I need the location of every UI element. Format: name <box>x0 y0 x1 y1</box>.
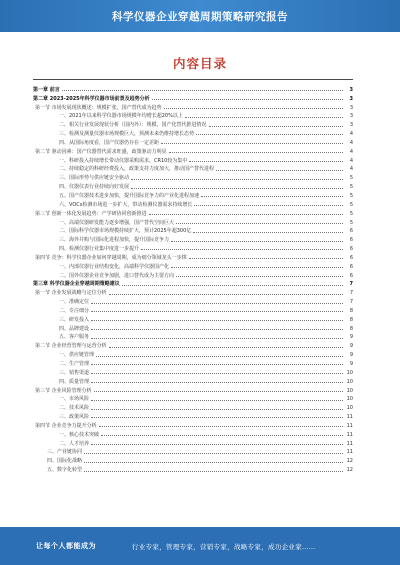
toc-entry-title: 五、国产仪器技术进步加快，提升国际竞争力的产业化进程加速 <box>59 192 200 199</box>
toc-leader-dots <box>84 471 343 472</box>
toc-leader-dots <box>185 117 343 118</box>
toc-page-number: 8 <box>349 307 353 314</box>
toc-page-number: 10 <box>346 378 353 385</box>
toc-leader-dots <box>209 126 343 127</box>
toc-page-number: 12 <box>346 467 353 474</box>
toc-page-number: 6 <box>349 237 353 244</box>
toc-leader-dots <box>62 90 343 91</box>
toc-leader-dots <box>122 285 343 286</box>
toc-entry[interactable] <box>33 367 353 376</box>
toc-entry[interactable] <box>33 332 353 341</box>
toc-leader-dots <box>131 179 343 180</box>
toc-entry-title: 第二节 驱动因素：国产仪器替代需求旺盛，政策驱动力明显 <box>35 148 167 155</box>
toc-entry-title: 一、准确定位 <box>59 299 90 306</box>
toc-entry[interactable] <box>33 438 353 447</box>
toc-leader-dots <box>196 134 343 135</box>
toc-entry-title: 三、销售渠道 <box>59 369 90 376</box>
toc-page-number: 6 <box>349 254 353 261</box>
toc-leader-dots <box>91 303 343 304</box>
toc-leader-dots <box>171 267 343 268</box>
toc-page-number: 4 <box>349 166 353 173</box>
toc-page-number: 5 <box>349 201 353 208</box>
toc-leader-dots <box>99 426 343 427</box>
toc-entry[interactable] <box>33 358 353 367</box>
toc-entry-title: 一、科研投入持续增长带动仪器采购需求，CR10较为集中 <box>59 157 188 164</box>
toc-entry-title: 第三节 创新一体化发展趋势：产学研协同创新推进 <box>35 210 147 217</box>
toc-entry[interactable] <box>33 172 353 181</box>
toc-entry-title: 二、相关行业发展现状分析（国内外）：规模、国产化替代推进情况 <box>59 122 207 129</box>
toc-entry-title: 二、持续稳定的科研经费投入，政策支持力度加大，推动国产替代进程 <box>59 166 215 173</box>
toc-page-number: 8 <box>349 325 353 332</box>
toc-entry-title: 三、政策风险 <box>59 414 90 421</box>
toc-entry[interactable] <box>33 296 353 305</box>
toc-chapter-entry[interactable] <box>33 93 353 102</box>
toc-entry-title: 第一章 前言 <box>33 86 60 93</box>
toc-entry-title: 一、内部仪器行业结构变化，高端科学仪器国产化 <box>59 263 170 270</box>
toc-entry[interactable] <box>33 119 353 128</box>
toc-entry[interactable] <box>33 323 353 332</box>
footer-banner <box>0 527 400 565</box>
toc-leader-dots <box>164 108 343 109</box>
toc-entry-title: 一、供应链管理 <box>59 352 95 359</box>
toc-leader-dots <box>91 311 343 312</box>
toc-page-number: 12 <box>346 458 353 465</box>
toc-page-number: 9 <box>349 334 353 341</box>
toc-entry-title: 五、数字化转型 <box>47 467 83 474</box>
toc-heading: 内容目录 <box>172 56 227 71</box>
toc-leader-dots <box>216 170 343 171</box>
toc-page-number: 5 <box>349 192 353 199</box>
toc-page-number: 10 <box>346 387 353 394</box>
toc-leader-dots <box>84 453 343 454</box>
toc-entry-title: 三、海外并购与国际化进程加快，提升国际竞争力 <box>59 237 170 244</box>
toc-entry-title: 一、高端仪器研发能力逐步增强，国产替代空间巨大 <box>59 219 175 226</box>
toc-leader-dots <box>169 152 343 153</box>
toc-entry[interactable] <box>33 287 353 296</box>
toc-page-number: 7 <box>349 299 353 306</box>
toc-entry-title: 六、VOCs检测市场进一步扩大，带动检测仪器需求持续增长 <box>59 201 193 208</box>
toc-leader-dots <box>161 143 343 144</box>
toc-page-number: 6 <box>349 228 353 235</box>
toc-leader-dots <box>96 356 343 357</box>
footer-roles: 行业专家，管理专家，营销专家，战略专家，成功企业家…… <box>132 542 316 551</box>
toc-leader-dots <box>94 391 343 392</box>
toc-leader-dots <box>91 329 343 330</box>
toc-leader-dots <box>91 417 343 418</box>
toc-leader-dots <box>189 161 343 162</box>
toc-page-number: 10 <box>346 396 353 403</box>
toc-page-number: 6 <box>349 272 353 279</box>
toc-page-number: 4 <box>349 157 353 164</box>
toc-leader-dots <box>91 444 343 445</box>
toc-page-number: 3 <box>349 95 353 102</box>
toc-entry-title: 四、检测仪器行业集中度进一步提升 <box>59 246 140 253</box>
toc-entry[interactable] <box>33 146 353 155</box>
toc-page-number: 9 <box>349 352 353 359</box>
toc-entry[interactable] <box>33 181 353 190</box>
toc-leader-dots <box>171 241 343 242</box>
toc-entry-title: 四、国际化战略 <box>47 458 83 465</box>
toc-page-number: 10 <box>346 369 353 376</box>
toc-entry-title: 二、人才培养 <box>59 440 90 447</box>
report-header <box>0 0 400 32</box>
toc-entry-title: 第四节 企业竞争力提升分析 <box>35 422 97 429</box>
toc-leader-dots <box>91 400 343 401</box>
toc-chapter-entry[interactable] <box>33 84 353 93</box>
toc-entry[interactable] <box>33 394 353 403</box>
toc-entry[interactable] <box>33 164 353 173</box>
toc-page-number: 7 <box>349 290 353 297</box>
toc-entry-title: 二、国外仪器企业竞争加剧，进口替代成为主要方向 <box>59 272 175 279</box>
toc-leader-dots <box>91 338 343 339</box>
toc-leader-dots <box>176 276 343 277</box>
toc-entry[interactable] <box>33 190 353 199</box>
toc-page-number: 5 <box>349 219 353 226</box>
footer-slogan: 让每个人都能成为 <box>36 542 96 550</box>
toc-leader-dots <box>91 364 343 365</box>
toc-entry[interactable] <box>33 455 353 464</box>
toc-entry-title: 四、仪器仪表行业持续向好发展 <box>59 184 130 191</box>
toc-page-number: 3 <box>349 104 353 111</box>
toc-entry[interactable] <box>33 402 353 411</box>
toc-entry-title: 第二章 2023-2025年科学仪器市场前景及趋势分析 <box>33 95 150 102</box>
toc-entry[interactable] <box>33 420 353 429</box>
toc-page-number: 6 <box>349 263 353 270</box>
table-of-contents <box>33 84 353 473</box>
toc-entry-title: 二、技术风险 <box>59 405 90 412</box>
toc-entry-title: 第一节 市场发展现状概述：规模扩张，国产替代成为趋势 <box>35 104 162 111</box>
toc-entry[interactable] <box>33 111 353 120</box>
toc-entry[interactable] <box>33 208 353 217</box>
toc-entry-title: 四、品牌建设 <box>59 325 90 332</box>
toc-entry[interactable] <box>33 464 353 473</box>
toc-leader-dots <box>193 232 343 233</box>
toc-leader-dots <box>152 99 343 100</box>
toc-page-number: 11 <box>346 431 353 438</box>
toc-page-number: 7 <box>349 281 353 288</box>
toc-entry[interactable] <box>33 128 353 137</box>
toc-entry[interactable] <box>33 447 353 456</box>
toc-entry-title: 三、国际形势与供应链安全驱动 <box>59 175 130 182</box>
toc-entry[interactable] <box>33 429 353 438</box>
toc-entry[interactable] <box>33 385 353 394</box>
toc-entry-title: 四、质量管理 <box>59 378 90 385</box>
toc-leader-dots <box>84 462 343 463</box>
toc-leader-dots <box>109 347 343 348</box>
toc-leader-dots <box>91 409 343 410</box>
toc-entry-title: 第一节 企业发展战略与定位分析 <box>35 290 107 297</box>
toc-entry-title: 二、国际科学仪器市场规模持续扩大，预计2025年超300亿 <box>59 228 192 235</box>
toc-leader-dots <box>201 196 343 197</box>
toc-entry[interactable] <box>33 314 353 323</box>
toc-entry-title: 三、产业链协同 <box>47 449 83 456</box>
toc-leader-dots <box>101 435 343 436</box>
toc-entry-title: 第三节 企业风险管理分析 <box>35 387 92 394</box>
toc-page-number: 4 <box>349 131 353 138</box>
toc-page-number: 8 <box>349 316 353 323</box>
toc-leader-dots <box>194 205 343 206</box>
toc-leader-dots <box>109 294 343 295</box>
toc-page-number: 3 <box>349 122 353 129</box>
toc-entry-title: 第三章 科学仪器企业穿越周期策略建议 <box>33 281 120 288</box>
toc-leader-dots <box>91 373 343 374</box>
toc-page-number: 11 <box>346 414 353 421</box>
toc-leader-dots <box>91 382 343 383</box>
toc-page-number: 5 <box>349 210 353 217</box>
toc-page-number: 11 <box>346 440 353 447</box>
toc-entry[interactable] <box>33 411 353 420</box>
toc-entry[interactable] <box>33 305 353 314</box>
toc-page-number: 9 <box>349 343 353 350</box>
toc-entry[interactable] <box>33 155 353 164</box>
toc-page-number: 11 <box>346 449 353 456</box>
toc-page-number: 10 <box>346 405 353 412</box>
toc-leader-dots <box>91 320 343 321</box>
toc-entry-title: 一、市场风险 <box>59 396 90 403</box>
toc-entry-title: 一、2021年以来科学仪器市场规模年均增长超20%以上 <box>59 113 183 120</box>
toc-entry[interactable] <box>33 226 353 235</box>
toc-leader-dots <box>131 188 343 189</box>
toc-entry-title: 第二节 企业经营管理与运营分析 <box>35 343 107 350</box>
toc-entry[interactable] <box>33 349 353 358</box>
toc-entry-title: 四、从国际角度看，国产仪器仍存在一定差距 <box>59 139 160 146</box>
toc-page-number: 5 <box>349 175 353 182</box>
toc-entry-title: 三、研发投入 <box>59 316 90 323</box>
toc-top-rule <box>33 79 353 80</box>
toc-page-number: 3 <box>349 86 353 93</box>
toc-entry[interactable] <box>33 261 353 270</box>
toc-entry[interactable] <box>33 376 353 385</box>
toc-entry[interactable] <box>33 340 353 349</box>
toc-entry[interactable] <box>33 234 353 243</box>
toc-entry[interactable] <box>33 270 353 279</box>
toc-entry-title: 二、专注细分 <box>59 307 90 314</box>
toc-entry[interactable] <box>33 252 353 261</box>
toc-page-number: 6 <box>349 246 353 253</box>
toc-entry[interactable] <box>33 217 353 226</box>
toc-leader-dots <box>149 214 343 215</box>
report-title: 科学仪器企业穿越周期策略研究报告 <box>112 10 288 23</box>
toc-page-number: 4 <box>349 148 353 155</box>
toc-page-number: 11 <box>346 422 353 429</box>
toc-leader-dots <box>176 223 343 224</box>
toc-entry[interactable] <box>33 199 353 208</box>
toc-leader-dots <box>141 249 343 250</box>
toc-entry-title: 一、核心技术突破 <box>59 431 100 438</box>
toc-entry[interactable] <box>33 102 353 111</box>
toc-page-number: 4 <box>349 139 353 146</box>
toc-entry-title: 五、客户服务 <box>59 334 90 341</box>
toc-leader-dots <box>189 258 343 259</box>
toc-entry-title: 二、生产管理 <box>59 361 90 367</box>
toc-entry-title: 三、检测及测量仪器市场规模巨大，预测未来仍维持增长态势 <box>59 131 195 138</box>
toc-page-number: 9 <box>349 361 353 367</box>
toc-page-number: 5 <box>349 184 353 191</box>
toc-entry[interactable] <box>33 137 353 146</box>
toc-entry[interactable] <box>33 243 353 252</box>
toc-chapter-entry[interactable] <box>33 279 353 288</box>
toc-page-number: 3 <box>349 113 353 120</box>
toc-entry-title: 第四节 竞争：科学仪器企业如何穿越周期，成为细分领域龙头一步棋 <box>35 254 187 261</box>
